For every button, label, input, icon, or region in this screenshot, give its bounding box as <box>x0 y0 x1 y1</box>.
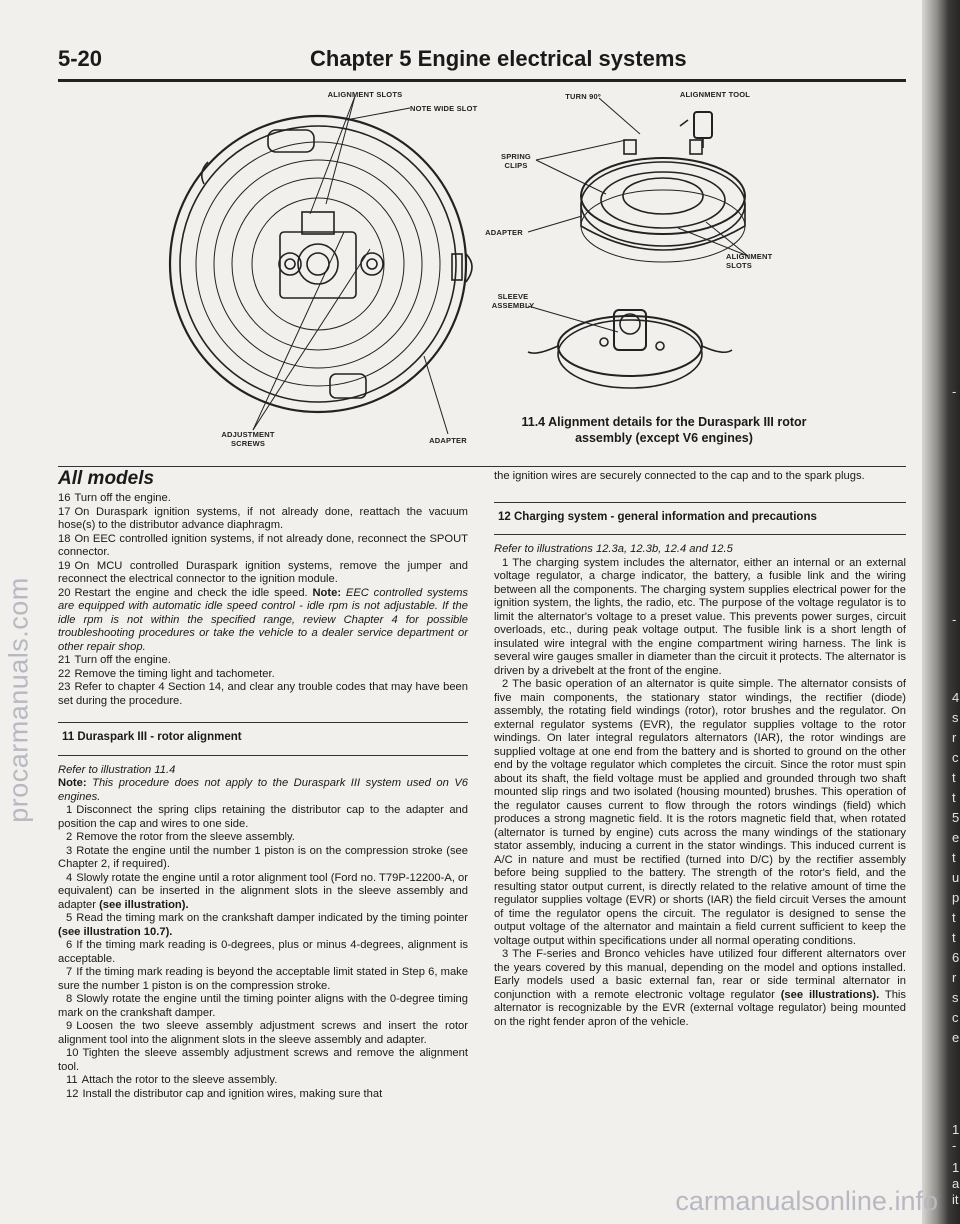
note-label: Note: <box>58 777 87 789</box>
label-alignment-tool: ALIGNMENT TOOL <box>679 90 751 99</box>
step-text: Remove the rotor from the sleeve assembly. <box>76 831 295 843</box>
step-number: 11 <box>66 1074 78 1086</box>
label-line: SLOTS <box>726 261 753 270</box>
spine-char: u <box>952 870 960 885</box>
figure-rule <box>58 466 906 467</box>
spine-char: - <box>952 384 957 399</box>
paragraph-number: 2 <box>502 678 509 690</box>
step-text: On Duraspark ignition systems, if not already done, reattach the vacuum hose(s) to the distributor advance diaphragm. <box>58 505 468 531</box>
step-number: 6 <box>66 939 73 951</box>
label-line: ALIGNMENT <box>726 252 773 261</box>
step-number: 19 <box>58 559 71 572</box>
step <box>58 831 468 845</box>
spine-char: a <box>952 1176 960 1191</box>
step-number: 12 <box>66 1087 79 1100</box>
step <box>58 872 468 913</box>
spine-char: e <box>952 1030 960 1045</box>
spine-char: t <box>952 770 956 785</box>
step-number: 7 <box>66 966 73 978</box>
facing-page-fragment <box>952 0 960 1224</box>
paragraph <box>494 557 906 679</box>
step-text: On EEC controlled ignition systems, if not already done, reconnect the SPOUT connector. <box>58 532 468 558</box>
figure-caption <box>494 414 834 446</box>
label-line: SPRING <box>501 152 531 161</box>
label-adapter-right: ADAPTER <box>485 228 523 237</box>
label-adapter-left: ADAPTER <box>429 436 467 445</box>
step-text: Slowly rotate the engine until the timing pointer aligns with the 0-degree timing mark on the crankshaft damper. <box>58 993 468 1019</box>
step <box>58 912 468 939</box>
paragraph-text: This alternator is recognizable by the EVR (external voltage regulator) being mounted on the right fender apron of the vehicle. <box>494 988 907 1028</box>
step-number: 3 <box>66 844 73 857</box>
step-text: If the timing mark reading is beyond the acceptable limit stated in Step 6, make sure the number 1 piston is on the compression stroke. <box>58 966 468 992</box>
spine-char: - <box>952 612 957 627</box>
step <box>58 681 468 708</box>
step-number: 10 <box>66 1047 79 1059</box>
figure-11-4 <box>58 84 906 464</box>
spine-char: 5 <box>952 810 960 825</box>
step-number: 9 <box>66 1020 73 1032</box>
caption-line: 11.4 Alignment details for the Duraspark III rotor <box>521 415 807 429</box>
watermark-carmanualsonline: carmanualsonline.info <box>675 1186 938 1216</box>
note-label: Note: <box>312 586 342 599</box>
paragraph-number: 3 <box>502 948 509 960</box>
label-alignment-slots: ALIGNMENT SLOTS <box>327 90 403 99</box>
step <box>58 993 468 1020</box>
illustration-ref: (see illustration). <box>99 898 189 911</box>
label-alignment-slots-right <box>726 252 786 270</box>
spine-char: r <box>952 970 957 985</box>
left-column <box>58 468 468 1101</box>
spine-char: 1 <box>952 1160 960 1175</box>
step <box>58 966 468 993</box>
step <box>58 560 468 587</box>
rotor-alignment-illustration <box>58 84 906 464</box>
section-heading-12: 12 Charging system - general information and precautions <box>494 502 906 536</box>
label-note-wide-slot: NOTE WIDE SLOT <box>410 104 478 113</box>
step <box>58 845 468 872</box>
label-line: SCREWS <box>230 439 266 448</box>
step <box>58 668 468 682</box>
step-number: 8 <box>66 993 73 1005</box>
step <box>58 1074 468 1088</box>
step <box>58 939 468 966</box>
label-line: SLEEVE <box>497 292 529 301</box>
step-number: 16 <box>58 492 71 504</box>
illustration-ref: (see illustration 10.7). <box>58 925 173 938</box>
step-text: Rotate the engine until the number 1 piston is on the compression stroke (see Chapter 2, if required). <box>58 844 468 870</box>
step-text: If the timing mark reading is 0-degrees, plus or minus 4-degrees, alignment is acceptable. <box>58 939 468 965</box>
spine-char: 4 <box>952 690 960 705</box>
step-text: Disconnect the spring clips retaining the distributor cap to the adapter and position the cap and wires to one side. <box>58 804 468 830</box>
step <box>58 506 468 533</box>
spine-char: t <box>952 850 956 865</box>
right-column <box>494 470 906 1029</box>
refer-illustration: Refer to illustrations 12.3a, 12.3b, 12.4 and 12.5 <box>494 543 733 555</box>
refer-illustration: Refer to illustration 11.4 <box>58 763 176 776</box>
label-sleeve-assembly <box>488 292 538 310</box>
spine-char: s <box>952 990 959 1005</box>
step <box>58 1020 468 1047</box>
page-header <box>58 44 906 80</box>
step-number: 1 <box>66 804 73 816</box>
step-text: Slowly rotate the engine until a rotor alignment tool (Ford no. T79P-12200-A, or equivalent) can be inserted in the alignment slots in the sleeve assembly and adapter <box>58 871 468 911</box>
caption-line: assembly (except V6 engines) <box>575 431 753 445</box>
spine-char: e <box>952 830 960 845</box>
step-number: 20 <box>58 586 71 599</box>
step-number: 17 <box>58 505 71 518</box>
step-text: Turn off the engine. <box>74 492 171 504</box>
step-text: Attach the rotor to the sleeve assembly. <box>81 1074 278 1086</box>
section-heading-11: 11 Duraspark III - rotor alignment <box>58 722 468 756</box>
step-number: 22 <box>58 667 71 680</box>
step-text: Remove the timing light and tachometer. <box>74 667 275 680</box>
label-line: ASSEMBLY <box>491 301 535 310</box>
spine-char: p <box>952 890 960 905</box>
spine-char: 6 <box>952 950 960 965</box>
label-line: CLIPS <box>504 161 528 170</box>
spine-char: t <box>952 790 956 805</box>
label-line: ADJUSTMENT <box>221 430 275 439</box>
section-note <box>58 777 468 804</box>
step-text: Tighten the sleeve assembly adjustment screws and remove the alignment tool. <box>58 1047 468 1073</box>
label-adjustment-screws <box>208 430 288 448</box>
step-text: Restart the engine and check the idle speed. <box>74 586 308 599</box>
header-rule <box>58 79 906 82</box>
spine-char: t <box>952 910 956 925</box>
illustration-ref: (see illustrations). <box>780 988 880 1001</box>
paragraph <box>494 948 906 1029</box>
continuation-text: the ignition wires are securely connected to the cap and to the spark plugs. <box>494 470 865 482</box>
section-heading-all-models: All models <box>58 468 155 489</box>
chapter-title: Chapter 5 Engine electrical systems <box>310 46 687 71</box>
label-spring-clips <box>494 152 538 170</box>
paragraph-text: The F-series and Bronco vehicles have utilized four different alternators over the years covered by this manual, depending on the model and options installed. Early models used a basic external fan, rear or side terminal alternator in conjunction with a remote electronic voltage regulator <box>494 948 906 1001</box>
label-turn-90: TURN 90º <box>565 92 601 101</box>
watermark-procarmanuals <box>2 420 36 980</box>
step-number: 5 <box>66 912 73 924</box>
paragraph-text: The basic operation of an alternator is quite simple. The alternator consists of five main components, the stationary stator windings, the rectifier (diode) assembly, the rotating field windings (rotor), rotor brushes and the regulator. On external regulator systems (EVR), the regulator supplies voltage to the rotor windings. On later integral regulators alternators (IAR), the rotor windings are supplied voltage at one end from the battery and is shorted to ground on the other end by the voltage regulator which completes the circuit. Since the rotor must spin about its shaft, the field voltage must be applied and grounded through two shaft mounted slip rings and two isolated (housing mounted) brushes. This operation of the regulator causes current to flow through the rotors windings (field) which produces a strong magnetic field. It is the rotors magnetic field that, when rotated (alternator is turned by engine) cuts across the many windings of the stationary stator assembly, inducing a current in the stator windings. This induced current is A/C in nature and must be rectified (turned into D/C) by the rectifier assembly before being supplied to the battery. The strength of the rotor's field, and the resulting stator output current, is directly related to the relative amount of time the regulator supplies voltage (EVR) or shorts (IAR) the field circuit Verses the amount of time the regulator opens the circuit. The regulator is designed to sense the output voltage of the alternator and maintain a field current sufficient to keep the voltage output within specifications under all normal operating conditions. <box>494 678 906 947</box>
spine-char: r <box>952 730 957 745</box>
step-number: 21 <box>58 654 71 666</box>
spine-char: c <box>952 1010 959 1025</box>
step <box>58 1047 468 1074</box>
step <box>58 587 468 655</box>
spine-char: t <box>952 930 956 945</box>
step-text: Read the timing mark on the crankshaft damper indicated by the timing pointer <box>76 912 468 924</box>
spine-char: - <box>952 1138 957 1153</box>
step-text: Refer to chapter 4 Section 14, and clear any trouble codes that may have been set during the procedure. <box>58 681 468 707</box>
spine-char: s <box>952 710 959 725</box>
step-number: 18 <box>58 532 71 545</box>
page-number: 5-20 <box>58 46 103 71</box>
step-text: Loosen the two sleeve assembly adjustment screws and insert the rotor alignment tool into the alignment slots in the sleeve assembly and adapter. <box>58 1020 468 1046</box>
paragraph-number: 1 <box>502 556 509 569</box>
spine-char: 1 <box>952 1122 960 1137</box>
paragraph <box>494 678 906 948</box>
step-number: 23 <box>58 681 71 693</box>
step-number: 2 <box>66 831 73 843</box>
step <box>58 492 468 506</box>
step-text: Install the distributor cap and ignition wires, making sure that <box>82 1087 383 1100</box>
step-text: Turn off the engine. <box>74 654 171 666</box>
note-text: EEC controlled systems are equipped with automatic idle speed control - idle rpm is not adjustable. If the idle rpm is not within the specified range, review Chapter 4 for possible troubleshooting procedures or take the vehicle to a dealer service department or other repair shop. <box>58 586 468 653</box>
step <box>58 533 468 560</box>
watermark-text: procarmanuals.com <box>3 577 34 823</box>
step <box>58 1088 468 1102</box>
step <box>58 654 468 668</box>
step-text: On MCU controlled Duraspark ignition systems, remove the jumper and reconnect the electrical connector to the ignition module. <box>58 559 468 585</box>
step <box>58 804 468 831</box>
note-text: This procedure does not apply to the Duraspark III system used on V6 engines. <box>58 777 469 803</box>
spine-char: c <box>952 750 959 765</box>
spine-char: it <box>952 1192 959 1207</box>
paragraph-text: The charging system includes the alternator, either an internal or an external voltage regulator, a charge indicator, the battery, a fusible link and the wiring between all the components. The charging system supplies electrical power for the ignition system, the lights, the radio, etc. The purpose of the voltage regulator is to limit the alternator's voltage to a preset value. This prevents power surges, circuit overloads, etc., during peak voltage output. The fusible link is a short length of insulated wire integral with the engine compartment wiring harness. The link is several wire gauges smaller in diameter than the circuit it protects. The alternator is driven by a drivebelt at the front of the engine. <box>494 556 906 677</box>
step-number: 4 <box>66 871 73 884</box>
